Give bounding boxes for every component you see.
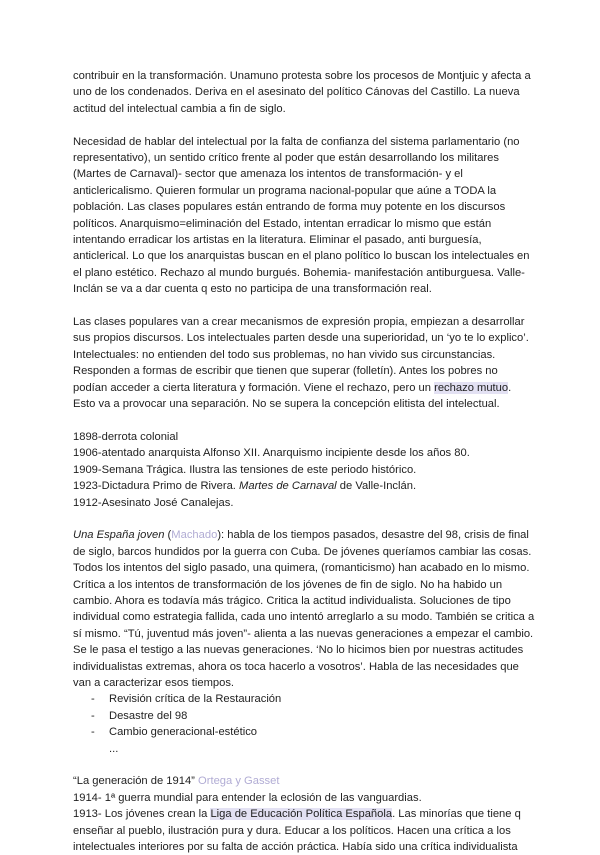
- list-item: [73, 708, 535, 724]
- highlight-rechazo-mutuo: rechazo mutuo: [434, 381, 509, 394]
- line-1913-end: . Las minorías que tiene q enseñar al pueblo, ilustración pura y dura. Educar a los políticos. Hacen una crítica a los intelectuales interiores por su falta de acción práctica. Había sido una crítica individualista: [73, 808, 521, 854]
- author-ortega: Ortega y Gasset: [194, 775, 280, 788]
- chronology-1923-end: de Valle-Inclán.: [336, 480, 417, 493]
- paragraph-popular-classes-text: Las clases populares van a crear mecanismos de expresión propia, empiezan a desarrollar sus propios discursos. Los intelectuales parten desde una superioridad, un ‘yo te lo explico’. Intelectuales: no entienden del todo sus problemas, no han vivido sus circunstancias. Responden a formas de escribir que tienen que superar (folletín). Antes los pobres no podían acceder a cierta literatura y formación. Viene el rechazo, pero un: [73, 316, 529, 394]
- list-ellipsis: ...: [109, 742, 119, 755]
- section-title: “La generación de 1914”: [73, 775, 195, 788]
- bullet-dash: -: [91, 693, 95, 706]
- chronology-1923: [73, 478, 535, 494]
- list-item: [73, 724, 535, 740]
- paragraph-espana-joven-text: ): habla de los tiempos pasados, desastre del 98, crisis de final de siglo, barcos hundidos por la guerra con Cuba. De jóvenes queríamos cambiar las cosas. Todos los intentos del siglo pasado, una quimera, (romanticismo) han acabado en lo mismo. Crítica a los intentos de transformación de los jóvenes de fin de siglo. No ha habido un cambio. Ahora es todavía más trágico. Critica la actitud individualista. Soluciones de tipo individual como estrategia fallida, cada uno intentó arreglarlo a su modo. También se critica a sí mismo. “Tú, juventud más joven”- alienta a las nuevas generaciones a empezar el cambio. Se le pasa el testigo a las nuevas generaciones. ‘No lo hicimos bien por nuestras actitudes individualistas extremas, ahora os toca hacerlo a vosotros’. Habla de las necesidades que van a caracterizar esos tiempos.: [73, 529, 535, 689]
- chronology-1909: 1909-Semana Trágica. Ilustra las tensiones de este periodo histórico.: [73, 463, 417, 476]
- bullet-dash: -: [91, 726, 95, 739]
- line-1914: 1914- 1ª guerra mundial para entender la eclosión de las vanguardias.: [73, 791, 422, 804]
- list-item-text: Desastre del 98: [109, 709, 188, 722]
- author-machado: Machado: [171, 529, 218, 542]
- paragraph-popular-classes: [73, 314, 535, 412]
- bullet-dash: -: [91, 709, 95, 722]
- bullet-list: [73, 691, 535, 740]
- paragraph-popular-classes-end: . Esto va a provocar una separación. No se supera la concepción elitista del intelectual.: [73, 381, 512, 411]
- paren-open: (: [164, 529, 172, 542]
- paragraph-intellectual-need: Necesidad de hablar del intelectual por la falta de confianza del sistema parlamentario (no representativo), un sentido crítico frente al poder que están desarrollando los militares (Martes de Carnaval)- sector que amenaza los intentos de transformación- y el anticlericalismo. Quieren formular un programa nacional-popular que aúne a TODA la población. Las clases populares están entrando de forma muy potente en los discursos políticos. Anarquismo=eliminación del Estado, intentan erradicar lo mismo que están intentando erradicar los artistas en la literatura. Eliminar el pasado, anti burguesía, anticlerical. Lo que los anarquistas buscan en el plano político lo buscan los intelectuales en el plano estético. Rechazo al mundo burgués. Bohemia- manifestación antiburguesa. Valle-Inclán se va a dar cuenta q esto no participa de una transformación real.: [73, 135, 530, 296]
- chronology-1898: 1898-derrota colonial: [73, 430, 179, 443]
- list-item-text: Revisión crítica de la Restauración: [109, 693, 282, 706]
- highlight-liga-educacion: Liga de Educación Política Española: [210, 808, 393, 821]
- chronology-1906: 1906-atentado anarquista Alfonso XII. Anarquismo incipiente desde los años 80.: [73, 447, 470, 460]
- section-heading-1914: [73, 773, 535, 789]
- document-body: [73, 68, 535, 855]
- list-item-text: Cambio generacional-estético: [109, 726, 258, 739]
- work-title-martes-de-carnaval: Martes de Carnaval: [239, 480, 337, 493]
- chronology-list: [73, 429, 535, 511]
- paragraph-unamuno: contribuir en la transformación. Unamuno protesta sobre los procesos de Montjuic y afecta a uno de los condenados. Deriva en el asesinato del político Cánovas del Castillo. La nueva actitud del intelectual cambia a fin de siglo.: [73, 70, 531, 115]
- line-1913-text: 1913- Los jóvenes crean la: [73, 808, 211, 821]
- paragraph-espana-joven: [73, 527, 535, 691]
- chronology-1923-text: 1923-Dictadura Primo de Rivera.: [73, 480, 240, 493]
- work-title-espana-joven: Una España joven: [73, 529, 165, 542]
- paragraph-generacion-1914: [73, 773, 535, 855]
- chronology-1912: 1912-Asesinato José Canalejas.: [73, 496, 234, 509]
- list-item: [73, 691, 535, 707]
